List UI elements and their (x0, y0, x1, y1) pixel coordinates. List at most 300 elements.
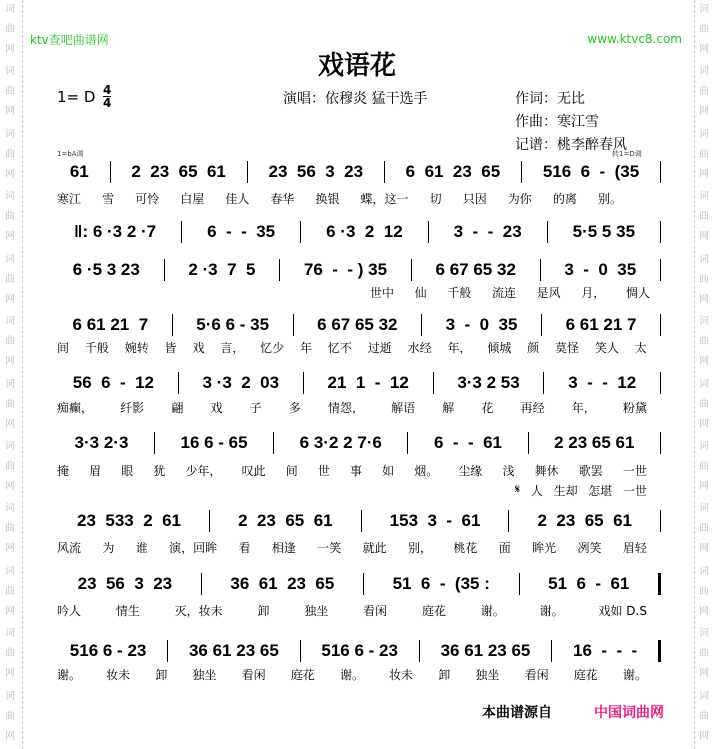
bar-line (528, 432, 529, 454)
lyrics-line (57, 602, 647, 619)
watermark-char: 曲 (5, 398, 15, 410)
watermark-char: 曲 (5, 273, 15, 285)
lyric-word: 𝄋 (515, 482, 521, 496)
lyric-word: 白屋 (180, 192, 205, 206)
watermark-char: 网 (699, 480, 709, 492)
lyric-word: 冽笑 (577, 541, 602, 555)
lyric-word: 解语 (391, 401, 416, 415)
lyric-word: 眉轻 (622, 541, 647, 555)
bar-line (660, 432, 661, 454)
lyric-word: 谢。 (622, 668, 647, 682)
measure: 5·5 5 35 (572, 222, 636, 241)
lyric-word: 歌罢 (578, 464, 603, 478)
watermark-char: 词 (699, 4, 709, 15)
lyric-word: 换银 (315, 192, 340, 206)
measure: 36 61 23 65 (188, 641, 279, 660)
watermark-char: 词 (5, 128, 15, 140)
bar-line (547, 221, 548, 243)
watermark-char: 曲 (5, 523, 15, 535)
lyric-word: 尘缘 (458, 464, 483, 478)
lyrics-line (370, 284, 650, 301)
bar-line (407, 432, 408, 454)
watermark-char: 曲 (5, 86, 15, 98)
lyric-word: 年， (447, 341, 472, 355)
watermark-char: 词 (5, 316, 15, 328)
lyric-word: 笑人 (594, 341, 619, 355)
watermark-char: 网 (699, 168, 709, 180)
bar-line (660, 259, 661, 281)
measure: 6 61 21 7 (565, 315, 637, 334)
watermark-char: 词 (699, 66, 709, 78)
lyric-word: 灭，妆未 (174, 604, 223, 618)
measure: 61 (69, 162, 89, 181)
bar-line (660, 161, 661, 183)
measure: 3 - - 12 (568, 373, 637, 392)
watermark-char: 曲 (5, 710, 15, 722)
key-change-note: 转1=D调 (612, 150, 642, 158)
measure: 2 ·3 7 5 (188, 260, 256, 279)
lyric-word: 妆未 (106, 668, 131, 682)
lyric-word: 月， (581, 286, 606, 300)
measure: 36 61 23 65 (230, 574, 335, 593)
notation-row (52, 572, 664, 596)
lyric-word: 浅 (502, 464, 515, 478)
measure: 23 533 2 61 (77, 511, 182, 530)
lyric-word: 过逝 (367, 341, 392, 355)
watermark-right (694, 0, 714, 749)
lyric-word: 看闲 (524, 668, 549, 682)
lyric-word: 眼 (121, 464, 134, 478)
watermark-char: 曲 (5, 24, 15, 35)
measure: 23 56 3 23 (77, 574, 173, 593)
watermark-char: 曲 (699, 211, 709, 223)
lyric-word: 多 (288, 401, 301, 415)
bar-line (164, 259, 165, 281)
watermark-char: 词 (699, 253, 709, 265)
lyric-word: 人 (530, 484, 543, 498)
lyric-word: 演，回眸 (169, 541, 218, 555)
measure: 6 ·5 3 23 (72, 260, 140, 279)
watermark-char: 网 (699, 293, 709, 305)
watermark-char: 曲 (699, 585, 709, 597)
measure: 6 ·3 2 12 (326, 222, 403, 241)
lyric-word: 戏如 D.S (598, 604, 647, 618)
lyric-word: 妆未 (389, 668, 414, 682)
lyric-word: 风流 (57, 541, 82, 555)
watermark-char: 曲 (5, 336, 15, 348)
bar-line (551, 640, 552, 662)
measure: 16 - - - (572, 641, 638, 660)
lyric-word: 面 (498, 541, 511, 555)
transcriber: 记谱：桃李醉春风 (515, 137, 627, 153)
bar-line (660, 314, 661, 336)
watermark-char: 网 (5, 605, 15, 617)
lyric-word: 独坐 (192, 668, 217, 682)
measure: 2 23 65 61 (131, 162, 226, 181)
measure: 51 6 - (35 : (392, 574, 490, 593)
lyric-word: 皆 (164, 341, 177, 355)
bar-line (411, 259, 412, 281)
lyric-word: 是风 (536, 286, 561, 300)
watermark-char: 网 (699, 356, 709, 368)
lyrics-line (57, 190, 647, 207)
measure: 6 67 65 32 (435, 260, 516, 279)
watermark-char: 曲 (699, 648, 709, 660)
bar-line (508, 510, 509, 532)
site-name-left[interactable]: ktv查吧曲谱网 (30, 33, 109, 47)
bar-line (658, 573, 661, 595)
watermark-char: 词 (699, 565, 709, 577)
lyric-word: 舞休 (534, 464, 559, 478)
bar-line (181, 221, 182, 243)
bar-line (293, 314, 294, 336)
bar-line (541, 314, 542, 336)
lyric-word: 情生 (115, 604, 140, 618)
watermark-char: 网 (5, 543, 15, 555)
lyric-word: 的离 (552, 192, 577, 206)
watermark-left (0, 0, 20, 749)
lyric-word: 为 (102, 541, 115, 555)
lyric-word: 言， (220, 341, 245, 355)
measure: ‖: 6 ·3 2 ·7 (73, 222, 157, 241)
measure: 516 6 - (35 (542, 162, 640, 181)
watermark-char: 曲 (5, 648, 15, 660)
lyric-word: 眸光 (532, 541, 557, 555)
lyric-word: 颜 (527, 341, 540, 355)
lyric-word: 看 (238, 541, 251, 555)
lyric-word: 切 (429, 192, 442, 206)
lyric-word: 流连 (491, 286, 516, 300)
bar-line (361, 510, 362, 532)
measure: 6 - - 35 (207, 222, 276, 241)
watermark-char: 网 (5, 44, 15, 55)
measure: 6 61 23 65 (405, 162, 501, 181)
lyric-word: 水经 (407, 341, 432, 355)
bar-line (279, 259, 280, 281)
watermark-char: 网 (5, 730, 15, 742)
measure: 6 - - 61 (433, 433, 503, 452)
lyric-word: 如 (382, 464, 395, 478)
bar-line (167, 640, 168, 662)
measure: 3 - 0 35 (564, 260, 637, 279)
watermark-char: 网 (5, 418, 15, 430)
lyric-word: 情怨， (327, 401, 364, 415)
time-signature (103, 84, 111, 109)
lyric-word: 庭花 (573, 668, 598, 682)
lyric-word: 解 (442, 401, 455, 415)
watermark-char: 词 (699, 440, 709, 452)
lyric-word: 戏 (210, 401, 223, 415)
lyric-word: 可怜 (135, 192, 160, 206)
lyric-word: 子 (249, 401, 262, 415)
bar-line (428, 221, 429, 243)
lyric-word: 生却 (553, 484, 578, 498)
bar-line (658, 640, 661, 662)
watermark-char: 网 (5, 293, 15, 305)
bar-line (419, 640, 420, 662)
watermark-char: 网 (5, 356, 15, 368)
lyric-word: 间 (57, 341, 70, 355)
margin-line-left (22, 0, 23, 749)
measure: 3 - - 23 (453, 222, 522, 241)
lyric-word: 婉转 (124, 341, 149, 355)
watermark-char: 词 (699, 690, 709, 702)
watermark-char: 曲 (699, 24, 709, 35)
lyric-word: 蝶，这一 (360, 192, 409, 206)
lyric-word: 太 (634, 341, 647, 355)
watermark-char: 词 (699, 191, 709, 203)
bar-line (154, 432, 155, 454)
notation-row (52, 220, 664, 244)
measure: 516 6 - 23 (321, 641, 398, 660)
lyric-word: 一笑 (317, 541, 342, 555)
lyric-word (643, 190, 647, 207)
watermark-char: 网 (699, 231, 709, 243)
lyric-word: 谢。 (539, 604, 564, 618)
composer: 作曲：寒江雪 (515, 114, 599, 130)
lyric-word: 仙 (414, 286, 427, 300)
watermark-char: 网 (699, 418, 709, 430)
watermark-char: 网 (699, 730, 709, 742)
bar-line (660, 372, 661, 394)
lyric-word: 卸 (155, 668, 168, 682)
watermark-char: 词 (5, 378, 15, 390)
watermark-char: 网 (699, 106, 709, 118)
bar-line (209, 510, 210, 532)
watermark-char: 曲 (699, 273, 709, 285)
lyric-word: 世中 (370, 286, 395, 300)
lyric-word: 眉 (89, 464, 102, 478)
watermark-char: 词 (699, 628, 709, 640)
bar-line (110, 161, 111, 183)
lyrics-line (57, 399, 647, 416)
bar-line (433, 372, 434, 394)
key-note-start: 1=bA调 (57, 150, 84, 158)
bar-line (660, 221, 661, 243)
bar-line (540, 259, 541, 281)
measure: 6 61 21 7 (72, 315, 149, 334)
measure: 6 67 65 32 (317, 315, 398, 334)
lyric-word: 年， (571, 401, 596, 415)
measure: 76 - - ) 35 (303, 260, 388, 279)
watermark-char: 曲 (699, 86, 709, 98)
lyric-word: 莫怪 (555, 341, 580, 355)
lyric-word: 事 (350, 464, 363, 478)
lyric-word: 烟。 (414, 464, 439, 478)
lyric-word: 谢。 (480, 604, 505, 618)
bar-line (201, 573, 202, 595)
lyricist: 作词：无比 (515, 91, 585, 107)
notation-row (52, 258, 664, 282)
lyric-word: 吟人 (57, 604, 82, 618)
key-signature: 1= D (57, 88, 96, 106)
watermark-char: 曲 (699, 148, 709, 160)
lyric-word: 看闲 (363, 604, 388, 618)
lyric-word: 看闲 (241, 668, 266, 682)
watermark-char: 曲 (5, 585, 15, 597)
song-title: 戏语花 (317, 51, 396, 81)
watermark-char: 词 (5, 565, 15, 577)
notation-row (52, 313, 664, 337)
lyrics-line (515, 482, 647, 499)
lyric-word: 独坐 (304, 604, 329, 618)
watermark-char: 词 (5, 690, 15, 702)
measure: 3·3 2 53 (457, 373, 520, 392)
watermark-char: 词 (5, 253, 15, 265)
measure: 5·6 6 - 35 (196, 315, 270, 334)
lyric-word: 倾城 (487, 341, 512, 355)
measure: 3·3 2·3 (74, 433, 129, 452)
bar-line (300, 640, 301, 662)
watermark-char: 曲 (5, 460, 15, 472)
lyric-word: 叹此 (241, 464, 266, 478)
measure: 16 6 - 65 (180, 433, 248, 452)
watermark-char: 词 (699, 378, 709, 390)
measure: 21 1 - 12 (327, 373, 409, 392)
lyric-word: 纤影 (120, 401, 145, 415)
bar-line (521, 161, 522, 183)
lyrics-line (57, 462, 647, 479)
footer-source: 本曲谱源自 (482, 705, 552, 721)
site-url-right[interactable]: www.ktvc8.com (587, 32, 682, 46)
notation-row (52, 509, 664, 533)
lyric-word: 就此 (362, 541, 387, 555)
bar-line (300, 221, 301, 243)
bar-line (178, 372, 179, 394)
lyric-word: 千般 (84, 341, 109, 355)
lyric-word: 痴癫， (57, 401, 94, 415)
watermark-char: 网 (699, 543, 709, 555)
notation-row (52, 639, 664, 663)
lyric-word: 独坐 (475, 668, 500, 682)
watermark-char: 词 (699, 128, 709, 140)
lyric-word: 为你 (507, 192, 532, 206)
lyric-word: 年 (300, 341, 313, 355)
bar-line (363, 573, 364, 595)
lyric-word: 卸 (257, 604, 270, 618)
watermark-char: 曲 (699, 398, 709, 410)
lyric-word: 掩 (57, 464, 70, 478)
footer-site[interactable]: 中国词曲网 (594, 705, 664, 721)
lyric-word: 少年， (185, 464, 222, 478)
lyric-word: 花 (481, 401, 494, 415)
measure: 2 23 65 61 (554, 433, 635, 452)
lyric-word: 寒江 (57, 192, 82, 206)
measure: 3 ·3 2 03 (202, 373, 280, 392)
lyric-word: 世 (317, 464, 330, 478)
lyric-word: 一世 (622, 464, 647, 478)
measure: 23 56 3 23 (268, 162, 364, 181)
bar-line (543, 372, 544, 394)
measure: 153 3 - 61 (389, 511, 481, 530)
lyric-word: 雪 (102, 192, 115, 206)
lyric-word: 庭花 (421, 604, 446, 618)
measure: 3 - 0 35 (445, 315, 518, 334)
bar-line (303, 372, 304, 394)
bar-line (273, 432, 274, 454)
watermark-char: 词 (5, 191, 15, 203)
watermark-char: 网 (5, 168, 15, 180)
watermark-char: 网 (699, 44, 709, 55)
lyrics-line (57, 666, 647, 683)
lyric-word: 怎堪 (588, 484, 613, 498)
watermark-char: 词 (5, 66, 15, 78)
watermark-char: 词 (5, 628, 15, 640)
measure: 2 23 65 61 (238, 511, 333, 530)
time-top: 4 (103, 83, 112, 97)
watermark-char: 网 (5, 480, 15, 492)
lyric-word: 再经 (520, 401, 545, 415)
lyric-word: 一世 (622, 484, 647, 498)
lyric-word: 谁 (135, 541, 148, 555)
lyric-word: 戏 (192, 341, 205, 355)
lyric-word: 别， (408, 541, 433, 555)
time-bottom: 4 (103, 96, 112, 110)
bar-line (519, 573, 520, 595)
watermark-char: 曲 (699, 710, 709, 722)
measure: 2 23 65 61 (537, 511, 632, 530)
lyrics-line (57, 339, 647, 356)
measure: 6 3·2 2 7·6 (299, 433, 382, 452)
lyric-word: 忆不 (327, 341, 352, 355)
watermark-char: 网 (699, 605, 709, 617)
lyric-word: 谢。 (339, 668, 364, 682)
watermark-char: 网 (5, 106, 15, 118)
watermark-char: 词 (5, 503, 15, 515)
lyric-word: 翩 (171, 401, 184, 415)
bar-line (172, 314, 173, 336)
watermark-char: 网 (699, 668, 709, 680)
lyrics-line (57, 539, 647, 556)
lyric-word: 间 (285, 464, 298, 478)
notation-row (52, 160, 664, 184)
watermark-char: 网 (5, 668, 15, 680)
measure: 36 61 23 65 (440, 641, 531, 660)
lyric-word: 佳人 (225, 192, 250, 206)
lyric-word: 庭花 (290, 668, 315, 682)
lyric-word: 相逢 (271, 541, 296, 555)
notation-row (52, 431, 664, 455)
bar-line (421, 314, 422, 336)
watermark-char: 曲 (5, 211, 15, 223)
lyric-word: 千般 (447, 286, 472, 300)
watermark-char: 网 (5, 231, 15, 243)
lyric-word: 只因 (462, 192, 487, 206)
measure: 56 6 - 12 (72, 373, 155, 392)
watermark-char: 曲 (699, 336, 709, 348)
bar-line (660, 510, 661, 532)
notation-row (52, 371, 664, 395)
bar-line (384, 161, 385, 183)
lyric-word: 春华 (270, 192, 295, 206)
lyric-word: 粉黛 (622, 401, 647, 415)
measure: 516 6 - 23 (69, 641, 147, 660)
watermark-char: 曲 (699, 460, 709, 472)
watermark-char: 曲 (5, 148, 15, 160)
watermark-char: 曲 (699, 523, 709, 535)
watermark-char: 词 (699, 503, 709, 515)
lyric-word: 犹 (153, 464, 166, 478)
lyric-word: 桃花 (453, 541, 478, 555)
measure: 51 6 - 61 (548, 574, 630, 593)
lyric-word: 别。 (597, 192, 622, 206)
watermark-char: 词 (5, 4, 15, 15)
lyric-word: 谢。 (57, 668, 82, 682)
bar-line (247, 161, 248, 183)
watermark-char: 词 (699, 316, 709, 328)
lyric-word: 惆人 (625, 286, 650, 300)
watermark-char: 词 (5, 440, 15, 452)
